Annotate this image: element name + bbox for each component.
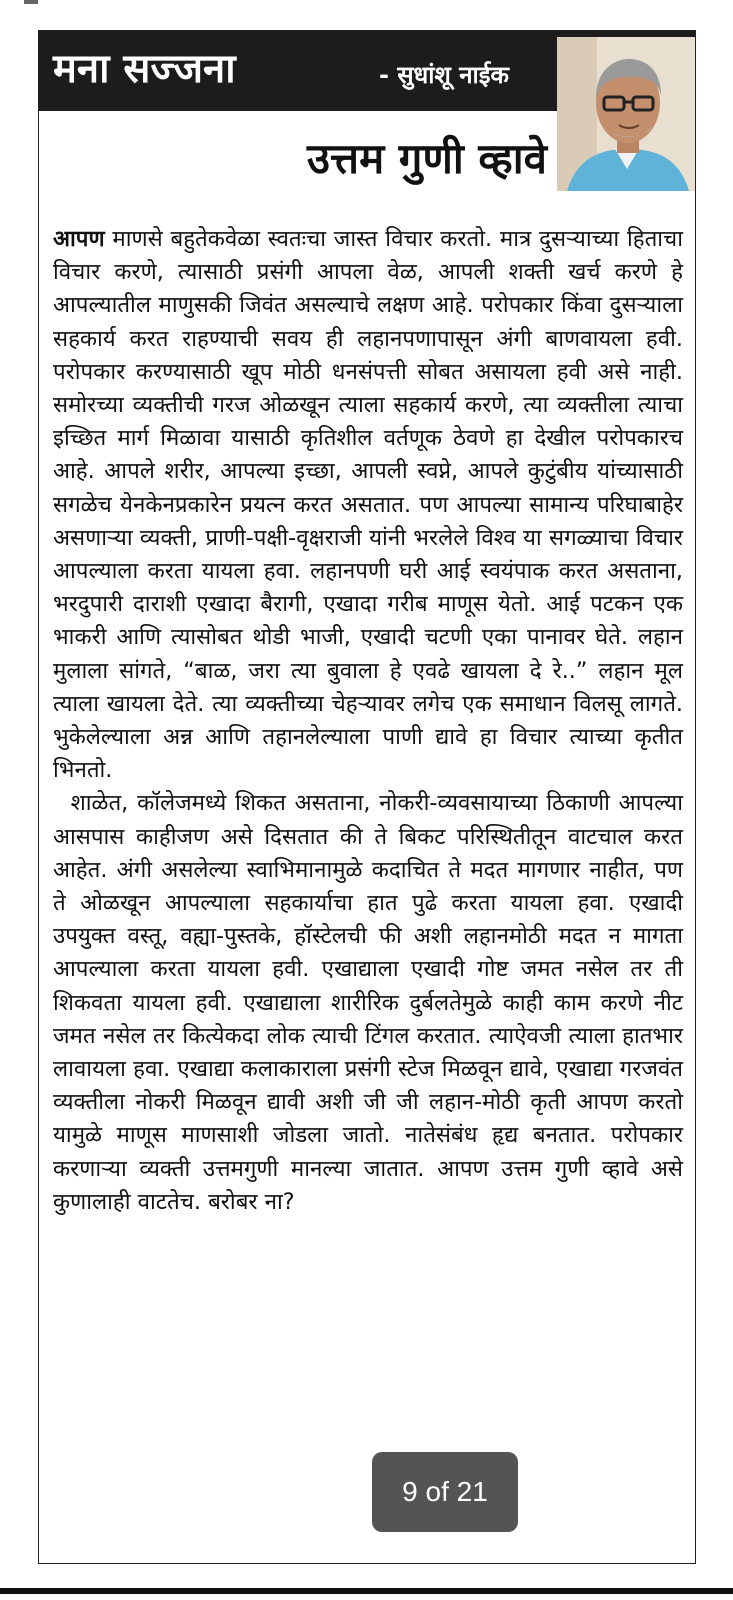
author-portrait-icon [557, 37, 695, 191]
lead-word: आपण [53, 226, 105, 252]
paragraph-1 [53, 223, 683, 787]
article-clipping [38, 30, 696, 1564]
paragraph-2 [53, 787, 683, 1219]
top-edge-mark [24, 0, 38, 4]
article-body [53, 223, 683, 1219]
bottom-divider [0, 1588, 733, 1594]
page-indicator[interactable]: 9 of 21 [372, 1452, 518, 1532]
author-photo [557, 37, 695, 191]
column-title: मना सज्जना [53, 46, 236, 92]
paragraph-1-text: माणसे बहुतेकवेळा स्वतःचा जास्त विचार करतो. मात्र दुसऱ्याच्या हिताचा विचार करणे, त्यासाठी प्रसंगी आपला वेळ, आपली शक्ती खर्च करणे हे आपल्यातील माणुसकी जिवंत असल्याचे लक्षण आहे. परोपकार किंवा दुसऱ्याला सहकार्य करत राहण्याची सवय ही लहानपणापासून अंगी बाणवायला हवी. परोपकार करण्यासाठी खूप मोठी धनसंपत्ती सोबत असायला हवी असे नाही. समोरच्या व्यक्तीची गरज ओळखून त्याला सहकार्य करणे, त्या व्यक्तीला त्याचा इच्छित मार्ग मिळावा यासाठी कृतिशील वर्तणूक ठेवणे हा देखील परोपकारच आहे. आपले शरीर, आपल्या इच्छा, आपली स्वप्ने, आपले कुटुंबीय यांच्यासाठी सगळेच येनकेनप्रकारेन प्रयत्न करत असतात. पण आपल्या सामान्य परिघाबाहेर असणाऱ्या व्यक्ती, प्राणी-पक्षी-वृक्षराजी यांनी भरलेले विश्व या सगळ्याचा विचार आपल्याला करता यायला हवा. लहानपणी घरी आई स्वयंपाक करत असताना, भरदुपारी दाराशी एखादा बैरागी, एखादा गरीब माणूस येतो. आई पटकन एक भाकरी आणि त्यासोबत थोडी भाजी, एखादी चटणी एका पानावर घेते. लहान मुलाला सांगते, “बाळ, जरा त्या बुवाला हे एवढे खायला दे रे..” लहान मूल त्याला खायला देते. त्या व्यक्तीच्या चेहऱ्यावर लगेच एक समाधान विलसू लागते. भुकेलेल्याला अन्न आणि तहानलेल्याला पाणी द्यावे हा विचार त्याच्या कृतीत भिनतो. [53, 226, 683, 784]
author-name: - सुधांशू नाईक [379, 61, 509, 89]
paragraph-2-text: शाळेत, कॉलेजमध्ये शिकत असताना, नोकरी-व्यवसायाच्या ठिकाणी आपल्या आसपास काहीजण असे दिसतात की ते बिकट परिस्थितीतून वाटचाल करत आहेत. अंगी असलेल्या स्वाभिमानामुळे कदाचित ते मदत मागणार नाहीत, पण ते ओळखून आपल्याला सहकार्याचा हात पुढे करता यायला हवा. एखादी उपयुक्त वस्तू, वह्या-पुस्तके, हॉस्टेलची फी अशी लहानमोठी मदत न मागता आपल्याला करता यायला हवी. एखाद्याला एखादी गोष्ट जमत नसेल तर ती शिकवता यायला हवी. एखाद्याला शारीरिक दुर्बलतेमुळे काही काम करणे नीट जमत नसेल तर कित्येकदा लोक त्याची टिंगल करतात. त्याऐवजी त्याला हातभार लावायला हवा. एखाद्या कलाकाराला प्रसंगी स्टेज मिळवून द्यावे, एखाद्या गरजवंत व्यक्तीला नोकरी मिळवून द्यावी अशी जी जी लहान-मोठी कृती आपण करतो यामुळे माणूस माणसाशी जोडला जातो. नातेसंबंध हृद्य बनतात. परोपकार करणाऱ्या व्यक्ती उत्तमगुणी मानल्या जातात. आपण उत्तम गुणी व्हावे असे कुणालाही वाटतेच. बरोबर ना? [53, 790, 683, 1215]
article-headline: उत्तम गुणी व्हावे [307, 134, 547, 183]
